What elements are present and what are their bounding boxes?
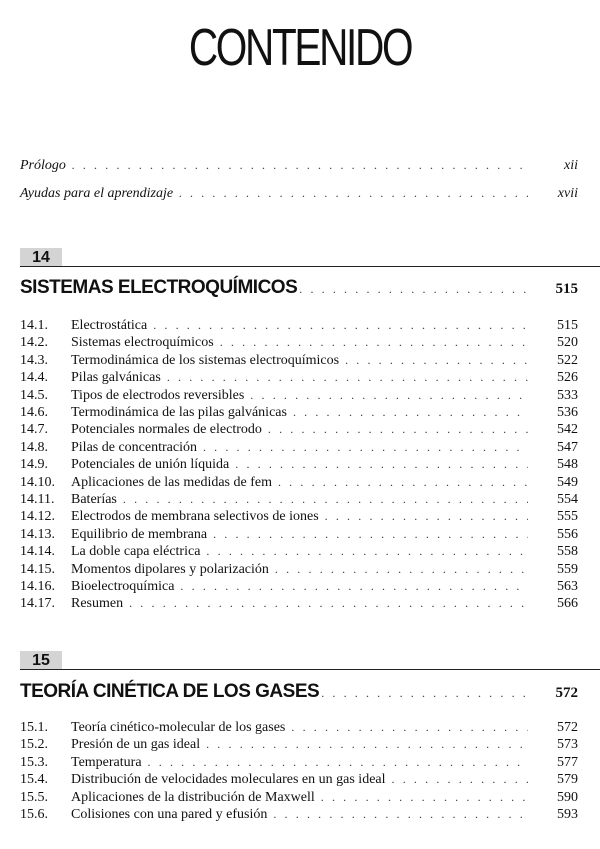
entry-title: Electrodos de membrana selectivos de iones bbox=[71, 509, 319, 525]
entry-title: Electrostática bbox=[71, 318, 148, 333]
dot-leader bbox=[273, 806, 528, 823]
dot-leader bbox=[206, 736, 528, 753]
toc-entry[interactable] bbox=[20, 474, 578, 491]
dot-leader bbox=[220, 334, 528, 351]
entry-number: 14.11. bbox=[20, 492, 55, 507]
chapter-number-box: 15 bbox=[20, 651, 62, 669]
entry-title: Baterías bbox=[71, 492, 117, 507]
dot-leader bbox=[167, 369, 528, 386]
entry-title: Momentos dipolares y polarización bbox=[71, 561, 269, 577]
entry-title: Termodinámica de los sistemas electroquímicos bbox=[71, 352, 340, 368]
dot-leader bbox=[180, 578, 528, 595]
entry-title: La doble capa eléctrica bbox=[71, 544, 201, 560]
toc-entry[interactable] bbox=[20, 491, 578, 508]
entry-title: Pilas de concentración bbox=[71, 439, 197, 455]
toc-entry[interactable] bbox=[20, 595, 578, 612]
entry-number: 15.2. bbox=[20, 737, 48, 753]
chapter-heading[interactable] bbox=[20, 681, 578, 703]
dot-leader bbox=[278, 474, 528, 491]
dot-leader bbox=[153, 317, 528, 334]
dot-leader bbox=[291, 719, 528, 736]
entry-page: 563 bbox=[557, 579, 578, 594]
entry-page: 554 bbox=[557, 492, 578, 507]
entry-number: 14.16. bbox=[20, 579, 55, 594]
entry-title: Resumen bbox=[71, 596, 124, 612]
entry-number: 14.3. bbox=[20, 352, 48, 368]
entry-page: 556 bbox=[557, 526, 578, 542]
dot-leader bbox=[179, 185, 528, 202]
entry-title: Aplicaciones de la distribución de Maxwell bbox=[71, 789, 315, 805]
entry-title: Termodinámica de las pilas galvánicas bbox=[71, 405, 287, 420]
entry-page: 547 bbox=[557, 439, 578, 455]
entry-number: 14.1. bbox=[20, 318, 48, 333]
toc-entry[interactable] bbox=[20, 526, 578, 543]
entry-number: 15.3. bbox=[20, 754, 48, 770]
entry-number: 14.6. bbox=[20, 405, 48, 420]
toc-entry-ayudas[interactable] bbox=[20, 185, 578, 202]
entry-title: Pilas galvánicas bbox=[71, 370, 161, 386]
toc-entry[interactable] bbox=[20, 456, 578, 473]
chapter-title: SISTEMAS ELECTROQUÍMICOS bbox=[20, 277, 298, 298]
entry-title: Equilibrio de membrana bbox=[71, 526, 208, 542]
toc-entry[interactable] bbox=[20, 421, 578, 438]
dot-leader bbox=[392, 771, 528, 788]
entry-page: xii bbox=[564, 158, 578, 173]
entry-title: Colisiones con una pared y efusión bbox=[71, 807, 268, 822]
toc-entry[interactable] bbox=[20, 352, 578, 369]
toc-entry-prologo[interactable] bbox=[20, 157, 578, 174]
dot-leader bbox=[275, 561, 528, 578]
chapter-page: 515 bbox=[555, 281, 578, 297]
entry-number: 15.5. bbox=[20, 789, 48, 805]
entry-title: Prólogo bbox=[20, 158, 66, 173]
toc-entry[interactable] bbox=[20, 508, 578, 525]
entry-number: 14.13. bbox=[20, 526, 55, 542]
toc-entry[interactable] bbox=[20, 754, 578, 771]
entry-page: 549 bbox=[557, 474, 578, 490]
dot-leader bbox=[345, 352, 528, 369]
entry-title: Tipos de electrodos reversibles bbox=[71, 387, 245, 403]
chapter-heading[interactable] bbox=[20, 277, 578, 299]
entry-title: Aplicaciones de las medidas de fem bbox=[71, 474, 272, 490]
dot-leader bbox=[213, 526, 528, 543]
entry-number: 14.8. bbox=[20, 439, 48, 455]
entry-page: 515 bbox=[557, 318, 578, 333]
entry-page: 536 bbox=[557, 405, 578, 420]
entry-page: 520 bbox=[557, 335, 578, 351]
toc-entry[interactable] bbox=[20, 736, 578, 753]
dot-leader bbox=[299, 282, 528, 297]
entry-number: 14.7. bbox=[20, 422, 48, 438]
entry-page: 533 bbox=[557, 387, 578, 403]
entry-title: Temperatura bbox=[71, 754, 142, 770]
entry-number: 14.12. bbox=[20, 509, 55, 525]
entry-number: 14.17. bbox=[20, 596, 55, 612]
dot-leader bbox=[321, 686, 528, 701]
entry-page: 593 bbox=[557, 807, 578, 822]
toc-entry[interactable] bbox=[20, 387, 578, 404]
entry-number: 14.15. bbox=[20, 561, 55, 577]
toc-entry[interactable] bbox=[20, 719, 578, 736]
entry-page: 572 bbox=[557, 720, 578, 735]
entry-title: Bioelectroquímica bbox=[71, 579, 175, 594]
entry-number: 15.1. bbox=[20, 720, 48, 735]
chapter-title: TEORÍA CINÉTICA DE LOS GASES bbox=[20, 681, 320, 702]
dot-leader bbox=[268, 421, 528, 438]
entry-page: 590 bbox=[557, 789, 578, 805]
dot-leader bbox=[72, 157, 528, 174]
toc-entry[interactable] bbox=[20, 578, 578, 595]
entry-number: 15.6. bbox=[20, 807, 48, 822]
toc-entry[interactable] bbox=[20, 561, 578, 578]
entry-title: Teoría cinético-molecular de los gases bbox=[71, 720, 286, 735]
page-title: CONTENIDO bbox=[188, 19, 412, 77]
dot-leader bbox=[129, 595, 528, 612]
chapter-page: 572 bbox=[555, 685, 578, 701]
entry-page: 559 bbox=[557, 561, 578, 577]
dot-leader bbox=[321, 789, 528, 806]
entry-page: 577 bbox=[557, 754, 578, 770]
dot-leader bbox=[148, 754, 528, 771]
entry-title: Potenciales normales de electrodo bbox=[71, 422, 262, 438]
entry-page: 522 bbox=[557, 352, 578, 368]
dot-leader bbox=[206, 543, 528, 560]
entry-number: 14.14. bbox=[20, 544, 55, 560]
toc-entry[interactable] bbox=[20, 806, 578, 823]
toc-entry[interactable] bbox=[20, 317, 578, 334]
dot-leader bbox=[123, 491, 528, 508]
entry-page: xvii bbox=[557, 186, 578, 201]
entry-title: Sistemas electroquímicos bbox=[71, 335, 214, 351]
dot-leader bbox=[293, 404, 528, 421]
toc-entry[interactable] bbox=[20, 369, 578, 386]
entry-page: 558 bbox=[557, 544, 578, 560]
entry-title: Presión de un gas ideal bbox=[71, 737, 201, 753]
entry-number: 14.4. bbox=[20, 370, 48, 386]
chapter-rule bbox=[20, 669, 600, 670]
toc-entry[interactable] bbox=[20, 404, 578, 421]
entry-number: 15.4. bbox=[20, 772, 48, 788]
chapter-number-box: 14 bbox=[20, 248, 62, 266]
dot-leader bbox=[203, 439, 528, 456]
entry-number: 14.9. bbox=[20, 457, 48, 473]
entry-page: 548 bbox=[557, 457, 578, 473]
entry-page: 573 bbox=[557, 737, 578, 753]
entry-number: 14.5. bbox=[20, 387, 48, 403]
entry-number: 14.2. bbox=[20, 335, 48, 351]
entry-page: 566 bbox=[557, 596, 578, 612]
entry-title: Potenciales de unión líquida bbox=[71, 457, 230, 473]
toc-entry[interactable] bbox=[20, 771, 578, 788]
entry-number: 14.10. bbox=[20, 474, 55, 490]
entry-page: 542 bbox=[557, 422, 578, 438]
entry-title: Distribución de velocidades moleculares en un gas ideal bbox=[71, 772, 386, 788]
entry-page: 526 bbox=[557, 370, 578, 386]
entry-page: 579 bbox=[557, 772, 578, 788]
toc-entry[interactable] bbox=[20, 789, 578, 806]
dot-leader bbox=[235, 456, 528, 473]
toc-entry[interactable] bbox=[20, 334, 578, 351]
dot-leader bbox=[325, 508, 528, 525]
entry-page: 555 bbox=[557, 509, 578, 525]
chapter-rule bbox=[20, 266, 600, 267]
toc-entry[interactable] bbox=[20, 439, 578, 456]
toc-entry[interactable] bbox=[20, 543, 578, 560]
dot-leader bbox=[250, 387, 528, 404]
entry-title: Ayudas para el aprendizaje bbox=[20, 186, 174, 201]
